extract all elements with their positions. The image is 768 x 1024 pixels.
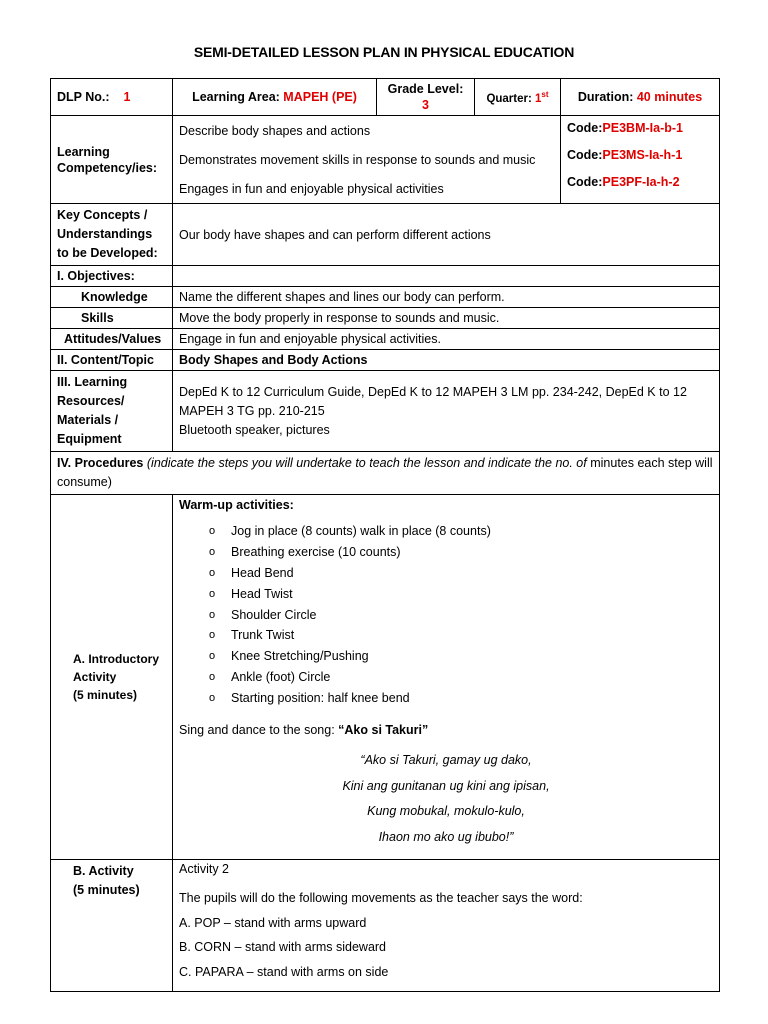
attitudes-label: Attitudes/Values <box>51 329 173 350</box>
lyric-line: “Ako si Takuri, gamay ug dako, <box>360 753 532 768</box>
activity-minutes: (5 minutes) <box>73 883 140 897</box>
list-item: o Breathing exercise (10 counts) <box>209 545 401 560</box>
duration-cell <box>561 79 720 116</box>
duration-value: 40 minutes <box>636 90 703 104</box>
competency-row <box>51 116 720 204</box>
objectives-label: I. Objectives: <box>51 266 173 287</box>
bullet-icon: o <box>209 525 216 538</box>
knowledge-label: Knowledge <box>51 287 173 308</box>
introductory-row <box>51 495 720 860</box>
attitudes-text: Engage in fun and enjoyable physical activities. <box>173 329 720 350</box>
competency-label: Learning Competency/ies: <box>51 116 173 204</box>
competency-item: Describe body shapes and actions <box>179 123 371 138</box>
procedures-note-tail: minutes each step will consume) <box>57 456 713 489</box>
bullet-icon: o <box>209 670 216 683</box>
list-item: o Shoulder Circle <box>209 607 317 622</box>
bullet-icon: o <box>209 587 216 600</box>
resources-line: DepEd K to 12 Curriculum Guide, DepEd K to 12 MAPEH 3 LM pp. 234-242, DepEd K to 12 MAPEH 3 TG pp. 210-215 <box>179 384 687 418</box>
activity-move: A. POP – stand with arms upward <box>179 915 367 930</box>
bullet-icon: o <box>209 650 216 663</box>
skills-row <box>51 308 720 329</box>
list-item: o Trunk Twist <box>209 628 295 643</box>
header-row <box>51 79 720 116</box>
procedures-row <box>51 452 720 495</box>
competency-code: Code: PE3PF-Ia-h-2 <box>567 175 680 189</box>
content-label: II. Content/Topic <box>51 350 173 371</box>
lyric-line: Kung mobukal, mokulo-kulo, <box>367 804 525 819</box>
introductory-label-cell <box>51 495 173 860</box>
resources-row <box>51 371 720 452</box>
activity-content <box>173 860 720 992</box>
activity-label: B. Activity <box>73 864 134 878</box>
quarter-suffix: st <box>541 90 549 100</box>
objectives-empty-cell <box>173 266 720 287</box>
competency-list <box>173 116 561 204</box>
key-concepts-text: Our body have shapes and can perform different actions <box>173 204 720 266</box>
lesson-plan-table <box>50 78 720 992</box>
procedures-cell <box>51 452 720 495</box>
introductory-content <box>173 495 720 860</box>
bullet-icon: o <box>209 691 216 704</box>
grade-level-cell <box>377 79 475 116</box>
list-item: o Ankle (foot) Circle <box>209 669 331 684</box>
activity-move: C. PAPARA – stand with arms on side <box>179 964 389 979</box>
warmup-list <box>179 521 713 708</box>
competency-item: Demonstrates movement skills in response to sounds and music <box>179 152 536 167</box>
introductory-minutes: (5 minutes) <box>73 688 138 702</box>
activity-row <box>51 860 720 992</box>
dlp-value: 1 <box>123 90 131 104</box>
song-title: “Ako si Takuri” <box>338 723 429 738</box>
activity-instruction: The pupils will do the following movements as the teacher says the word: <box>179 891 583 906</box>
introductory-label: A. Introductory Activity <box>73 652 159 684</box>
bullet-icon: o <box>209 629 216 642</box>
dlp-cell <box>51 79 173 116</box>
bullet-icon: o <box>209 546 216 559</box>
resources-label: III. Learning Resources/ Materials / Equipment <box>51 371 173 452</box>
content-row <box>51 350 720 371</box>
learning-area-label: Learning Area: <box>192 90 284 104</box>
quarter-label: Quarter: <box>486 92 536 105</box>
list-item: o Head Bend <box>209 565 294 580</box>
page-title: SEMI-DETAILED LESSON PLAN IN PHYSICAL EDUCATION <box>193 44 575 60</box>
competency-item: Engages in fun and enjoyable physical activities <box>179 181 444 196</box>
learning-area-value: MAPEH (PE) <box>283 90 357 104</box>
procedures-label: IV. Procedures <box>57 456 144 470</box>
bullet-icon: o <box>209 608 216 621</box>
competency-codes <box>561 116 720 204</box>
procedures-note: (indicate the steps you will undertake to teach the lesson and indicate the no. of <box>146 456 587 470</box>
activity-title: Activity 2 <box>179 862 230 876</box>
resources-line: Bluetooth speaker, pictures <box>179 422 330 437</box>
lyric-line: Kini ang gunitanan ug kini ang ipisan, <box>342 778 550 793</box>
list-item: o Knee Stretching/Pushing <box>209 649 369 664</box>
competency-code: Code: PE3BM-Ia-b-1 <box>567 121 683 135</box>
knowledge-row <box>51 287 720 308</box>
attitudes-row <box>51 329 720 350</box>
activity-move: B. CORN – stand with arms sideward <box>179 940 387 955</box>
grade-level-label: Grade Level: <box>387 82 464 96</box>
list-item: o Jog in place (8 counts) walk in place (8 counts) <box>209 524 491 539</box>
objectives-row <box>51 266 720 287</box>
content-text: Body Shapes and Body Actions <box>173 350 720 371</box>
grade-level-value: 3 <box>422 98 429 112</box>
quarter-cell <box>475 79 561 116</box>
quarter-value: 1 <box>535 92 542 105</box>
lyric-line: Ihaon mo ako ug ibubo!” <box>378 829 514 844</box>
bullet-icon: o <box>209 566 216 579</box>
activity-label-cell <box>51 860 173 992</box>
sing-instruction: Sing and dance to the song: “Ako si Takuri” <box>179 723 429 738</box>
list-item: o Starting position: half knee bend <box>209 690 410 705</box>
skills-label: Skills <box>51 308 173 329</box>
dlp-label: DLP No.: <box>57 90 110 104</box>
learning-area-cell <box>173 79 377 116</box>
key-concepts-label: Key Concepts / Understandings to be Developed: <box>51 204 173 266</box>
resources-cell <box>173 371 720 452</box>
skills-text: Move the body properly in response to sounds and music. <box>173 308 720 329</box>
competency-code: Code: PE3MS-Ia-h-1 <box>567 148 683 162</box>
list-item: o Head Twist <box>209 586 293 601</box>
warmup-title: Warm-up activities: <box>179 498 294 512</box>
key-concepts-row <box>51 204 720 266</box>
duration-label: Duration: <box>577 90 637 104</box>
knowledge-text: Name the different shapes and lines our body can perform. <box>173 287 720 308</box>
